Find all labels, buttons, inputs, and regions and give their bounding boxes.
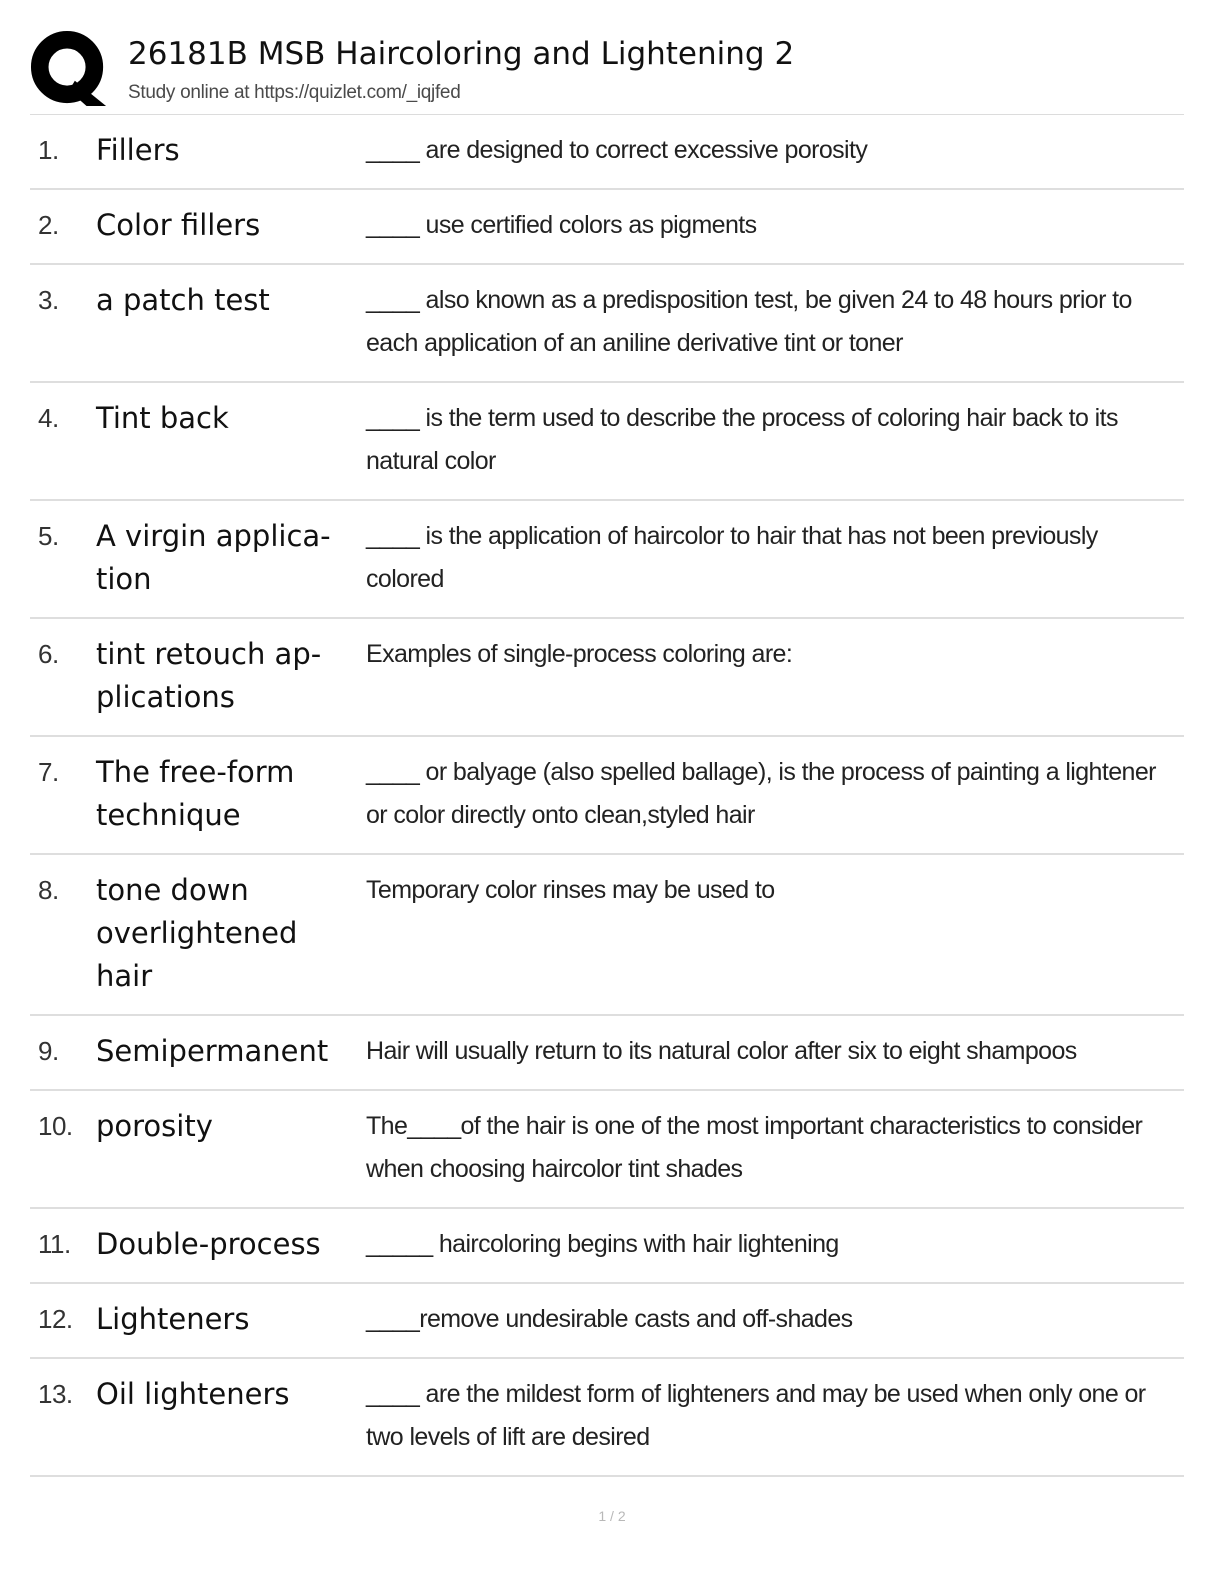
card-term: Semipermanent bbox=[96, 1034, 329, 1068]
card-term: a patch test bbox=[96, 283, 270, 317]
card-number: 1. bbox=[38, 135, 59, 165]
flashcard-row bbox=[30, 190, 1184, 265]
card-number: 9. bbox=[38, 1036, 59, 1066]
card-number: 5. bbox=[38, 521, 59, 551]
page-number: 1 / 2 bbox=[598, 1508, 626, 1524]
flashcard-row bbox=[30, 1359, 1184, 1477]
card-number: 3. bbox=[38, 285, 59, 315]
card-term: The free-form technique bbox=[96, 755, 295, 832]
card-definition: The____of the hair is one of the most important characteristics to consider when choosing haircolor tint shades bbox=[366, 1112, 1143, 1183]
flashcard-row bbox=[30, 855, 1184, 1016]
card-term: tone down overlightened hair bbox=[96, 873, 298, 993]
study-online-link[interactable]: Study online at https://quizlet.com/_iqjfed bbox=[128, 82, 461, 103]
flashcard-row bbox=[30, 383, 1184, 501]
card-definition: Hair will usually return to its natural color after six to eight shampoos bbox=[366, 1037, 1077, 1065]
card-definition: Temporary color rinses may be used to bbox=[366, 876, 775, 904]
card-number: 13. bbox=[38, 1379, 73, 1409]
card-number: 11. bbox=[38, 1229, 71, 1259]
card-definition: Examples of single-process coloring are: bbox=[366, 640, 793, 668]
card-number: 7. bbox=[38, 757, 59, 787]
card-term: A virgin applica-tion bbox=[96, 519, 331, 596]
card-term: Tint back bbox=[96, 401, 229, 435]
card-term: Double-process bbox=[96, 1227, 321, 1261]
flashcard-row bbox=[30, 619, 1184, 737]
flashcard-row bbox=[30, 1091, 1184, 1209]
card-number: 10. bbox=[38, 1111, 73, 1141]
card-definition: _____ haircoloring begins with hair lightening bbox=[366, 1230, 839, 1258]
card-number: 2. bbox=[38, 210, 59, 240]
card-definition: ____ or balyage (also spelled ballage), is the process of painting a lightener or color directly onto clean,styled hair bbox=[366, 758, 1156, 829]
flashcard-row bbox=[30, 265, 1184, 383]
page-title: 26181B MSB Haircoloring and Lightening 2 bbox=[128, 36, 795, 72]
card-definition: ____ use certified colors as pigments bbox=[366, 211, 757, 239]
card-term: porosity bbox=[96, 1109, 213, 1143]
card-term: Oil lighteners bbox=[96, 1377, 290, 1411]
card-term: Lighteners bbox=[96, 1302, 250, 1336]
card-number: 12. bbox=[38, 1304, 73, 1334]
card-number: 4. bbox=[38, 403, 59, 433]
card-definition: ____remove undesirable casts and off-shades bbox=[366, 1305, 853, 1333]
card-term: Fillers bbox=[96, 133, 180, 167]
card-definition: ____ also known as a predisposition test, be given 24 to 48 hours prior to each application of an aniline derivative tint or toner bbox=[366, 286, 1132, 357]
card-term: Color fillers bbox=[96, 208, 261, 242]
flashcard-row bbox=[30, 501, 1184, 619]
flashcard-row bbox=[30, 115, 1184, 190]
card-term: tint retouch ap-plications bbox=[96, 637, 322, 714]
card-definition: ____ is the term used to describe the process of coloring hair back to its natural color bbox=[366, 404, 1118, 475]
flashcard-list bbox=[30, 115, 1184, 1477]
card-number: 6. bbox=[38, 639, 59, 669]
document-header bbox=[30, 28, 1184, 114]
card-number: 8. bbox=[38, 875, 59, 905]
card-definition: ____ is the application of haircolor to hair that has not been previously colored bbox=[366, 522, 1098, 593]
flashcard-row bbox=[30, 1016, 1184, 1091]
flashcard-row bbox=[30, 1284, 1184, 1359]
flashcard-row bbox=[30, 737, 1184, 855]
flashcard-row bbox=[30, 1209, 1184, 1284]
card-definition: ____ are the mildest form of lighteners and may be used when only one or two levels of lift are desired bbox=[366, 1380, 1146, 1451]
quizlet-q-logo-icon bbox=[30, 30, 108, 108]
card-definition: ____ are designed to correct excessive porosity bbox=[366, 136, 868, 164]
